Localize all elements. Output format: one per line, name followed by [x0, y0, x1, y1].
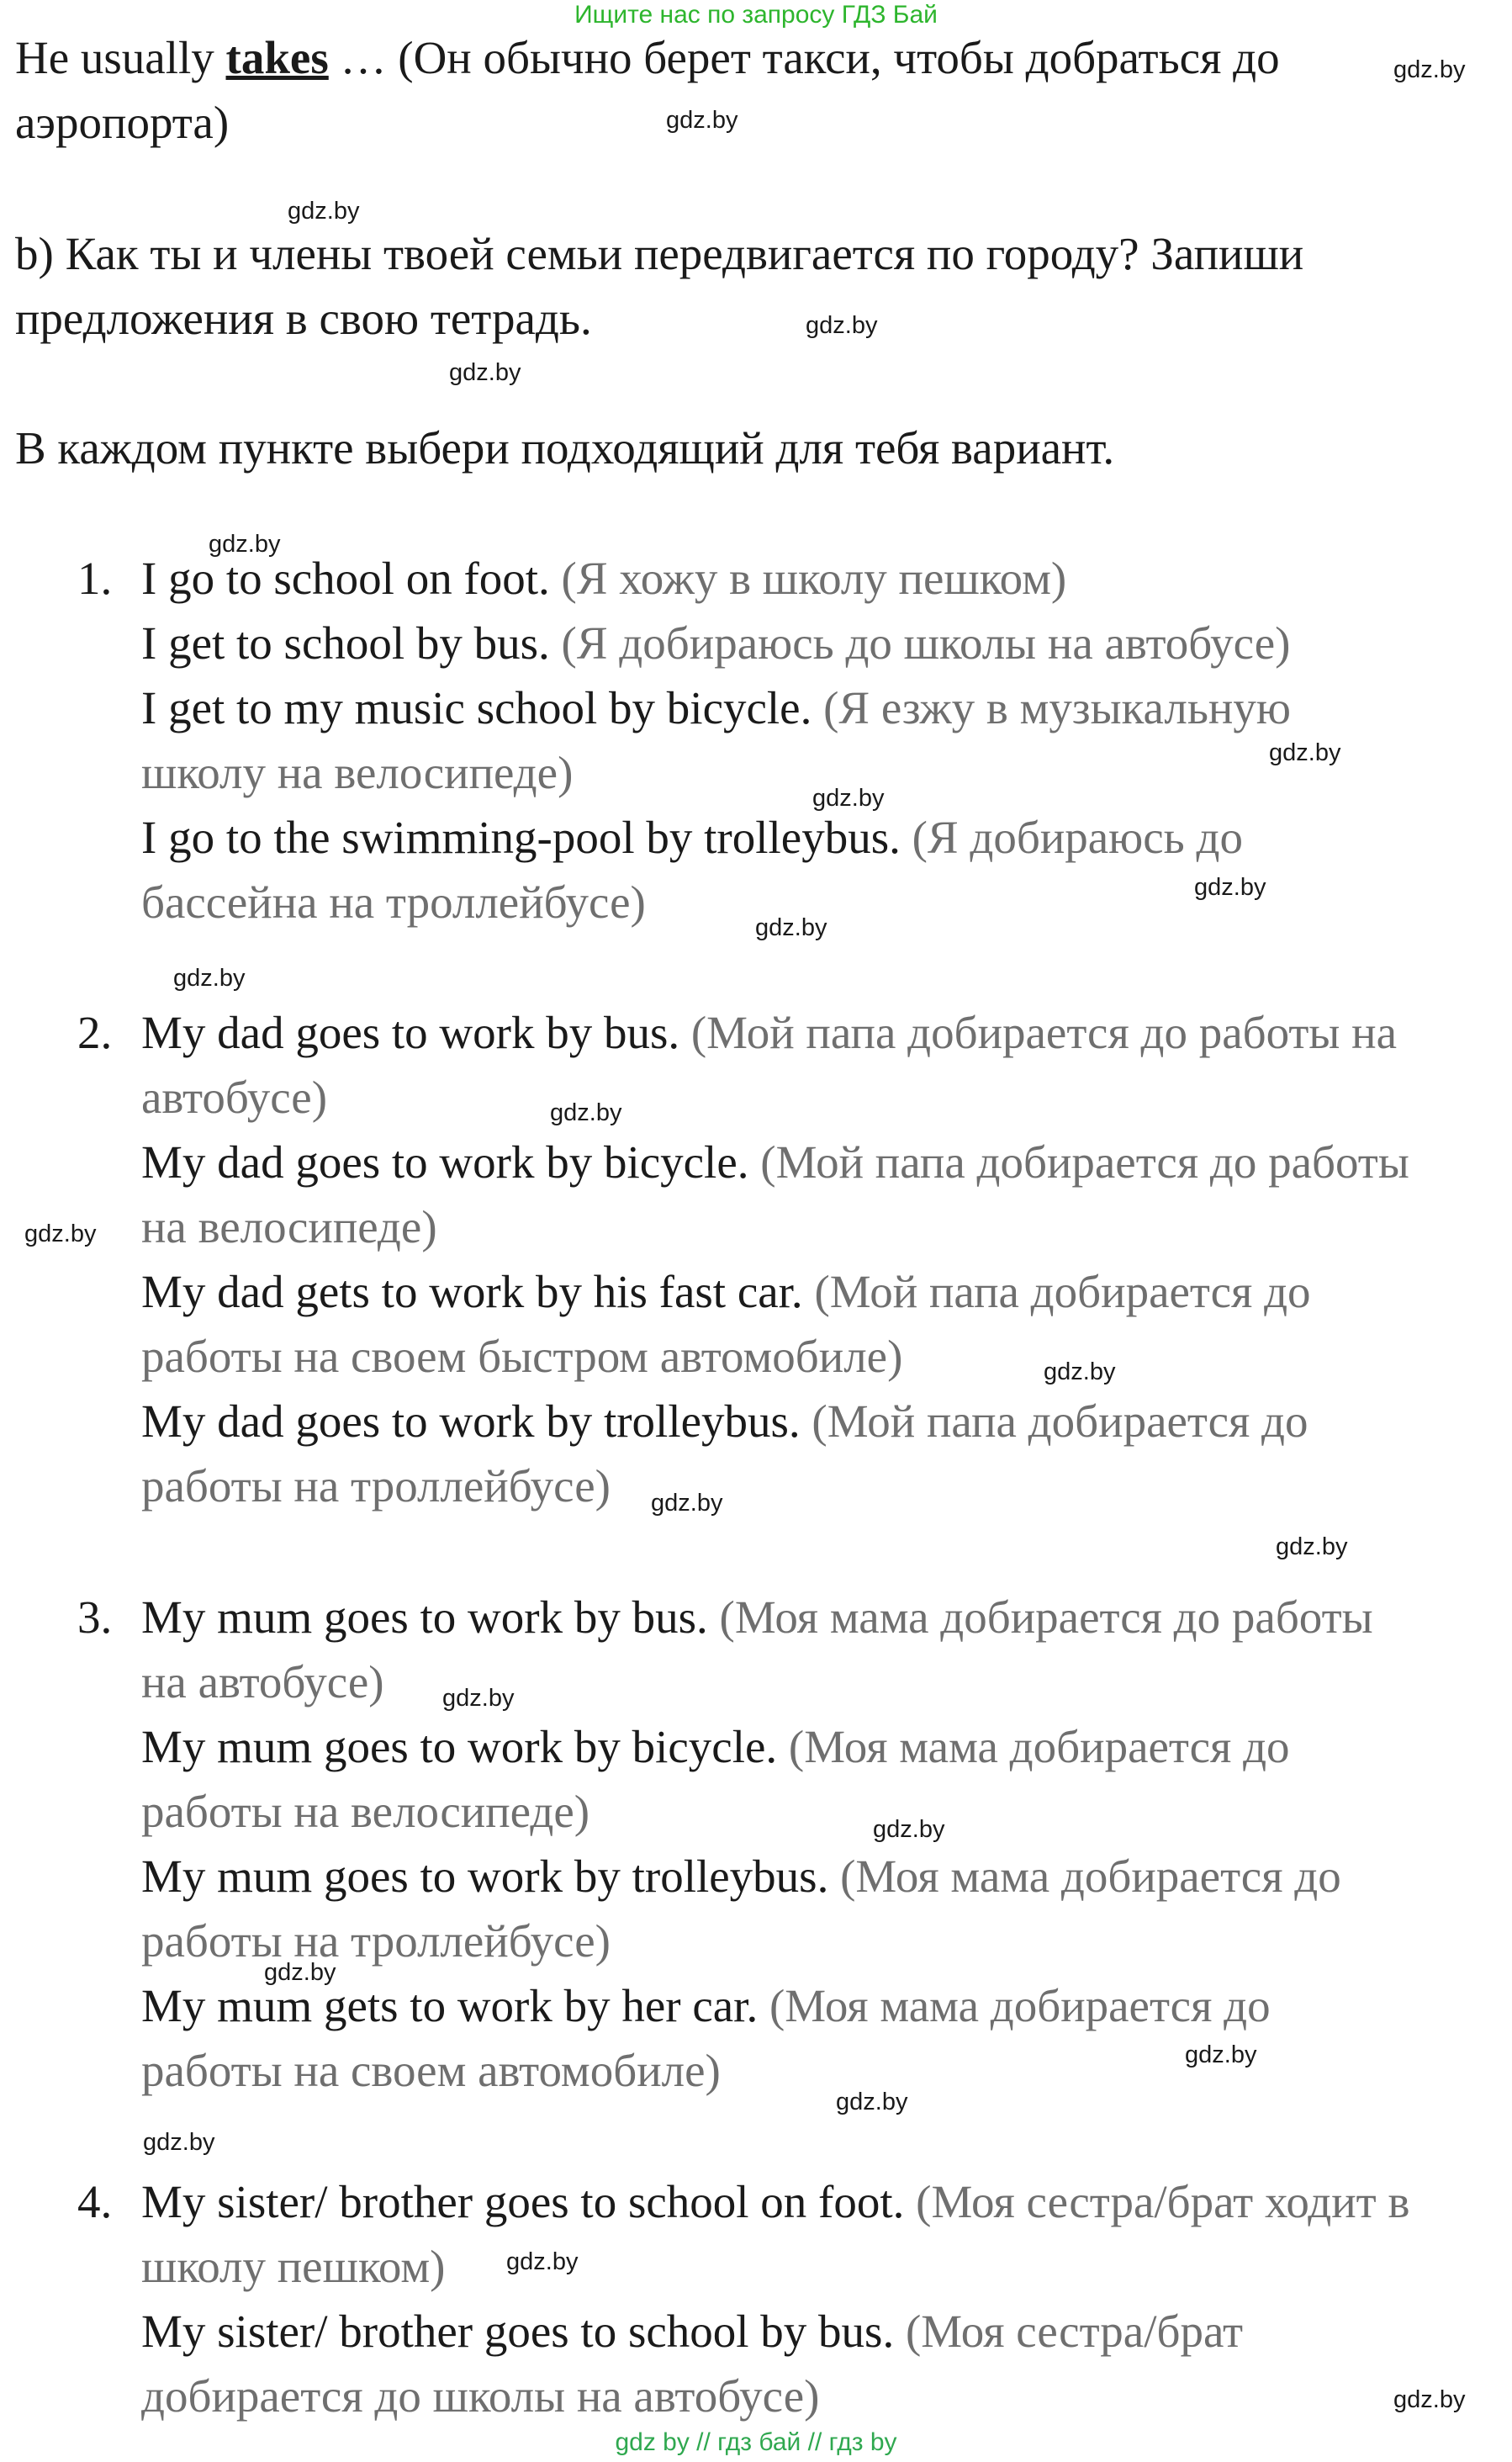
task-b-line-1: b) Как ты и члены твоей семьи передвигается по городу? Запиши — [15, 228, 1304, 279]
item-4-sentence-2 — [141, 2304, 1243, 2359]
sentence-en: I go to the swimming-pool by trolleybus. — [141, 812, 901, 863]
sentence-ru: (Я добираюсь до школы на автобусе) — [561, 617, 1291, 669]
sentence-ru-continued: автобусе) — [141, 1072, 328, 1123]
sentence-ru-continued: бассейна на троллейбусе) — [141, 876, 646, 928]
footer-banner: gdz by // гдз бай // гдз by — [615, 2428, 897, 2456]
item-1-sentence-4 — [141, 810, 1243, 866]
sentence-ru: (Моя сестра/брат ходит в — [916, 2176, 1410, 2227]
watermark: gdz.by — [288, 198, 360, 225]
intro-post: … (Он обычно берет такси, чтобы добраться до — [328, 32, 1280, 83]
sentence-ru-continued: школу на велосипеде) — [141, 747, 574, 798]
intro-pre: He usually — [15, 32, 226, 83]
watermark: gdz.by — [449, 359, 521, 386]
watermark: gdz.by — [666, 107, 738, 134]
sentence-ru: (Моя мама добирается до — [840, 1850, 1341, 1902]
intro-line-1 — [15, 30, 1280, 86]
item-2-sentence-4 — [141, 1394, 1308, 1449]
watermark: gdz.by — [1044, 1358, 1116, 1385]
sentence-ru: (Мой папа добирается до — [812, 1395, 1308, 1447]
sentence-ru-continued: школу пешком) — [141, 2241, 446, 2292]
item-2-sentence-2 — [141, 1135, 1409, 1190]
item-4-sentence-1 — [141, 2174, 1409, 2230]
watermark: gdz.by — [836, 2089, 908, 2115]
sentence-ru: (Моя сестра/брат — [905, 2306, 1243, 2357]
watermark: gdz.by — [651, 1490, 723, 1517]
watermark: gdz.by — [1185, 2041, 1257, 2068]
watermark: gdz.by — [1276, 1533, 1348, 1560]
item-1-sentence-2 — [141, 616, 1291, 671]
task-b-line-2: предложения в свою тетрадь. — [15, 293, 592, 344]
watermark: gdz.by — [442, 1685, 515, 1712]
watermark: gdz.by — [806, 312, 878, 339]
sentence-en: My mum goes to work by bus. — [141, 1591, 708, 1643]
intro-highlight: takes — [225, 32, 329, 83]
sentence-ru-continued: на велосипеде) — [141, 1201, 437, 1252]
sentence-en: My dad gets to work by his fast car. — [141, 1266, 803, 1317]
watermark: gdz.by — [755, 914, 827, 941]
watermark: gdz.by — [143, 2129, 215, 2156]
header-banner: Ищите нас по запросу ГДЗ Бай — [574, 1, 938, 29]
item-3-sentence-3 — [141, 1849, 1341, 1904]
watermark: gdz.by — [24, 1220, 97, 1247]
sentence-ru: (Я езжу в музыкальную — [823, 682, 1291, 733]
sentence-ru-continued: работы на троллейбусе) — [141, 1915, 611, 1967]
sentence-ru-continued: добирается до школы на автобусе) — [141, 2370, 820, 2422]
watermark: gdz.by — [506, 2248, 579, 2275]
sentence-ru: (Мой папа добирается до — [814, 1266, 1311, 1317]
sentence-en: My dad goes to work by trolleybus. — [141, 1395, 801, 1447]
item-3-sentence-1 — [141, 1590, 1373, 1645]
item-3-sentence-2 — [141, 1719, 1290, 1775]
item-1-sentence-3 — [141, 680, 1291, 736]
sentence-en: I go to school on foot. — [141, 553, 550, 604]
watermark: gdz.by — [1194, 874, 1266, 901]
item-number: 1. — [77, 553, 113, 604]
sentence-en: My dad goes to work by bicycle. — [141, 1136, 749, 1188]
sentence-ru: (Я хожу в школу пешком) — [561, 553, 1067, 604]
sentence-en: My mum gets to work by her car. — [141, 1980, 759, 2031]
watermark: gdz.by — [1393, 2386, 1466, 2413]
watermark: gdz.by — [1393, 56, 1466, 83]
item-1-sentence-1 — [141, 551, 1066, 606]
sentence-ru-continued: на автобусе) — [141, 1656, 384, 1708]
sentence-en: My sister/ brother goes to school on foot. — [141, 2176, 905, 2227]
sentence-ru: (Я добираюсь до — [912, 812, 1243, 863]
item-number: 4. — [77, 2176, 113, 2227]
item-2-sentence-3 — [141, 1264, 1311, 1320]
sentence-en: I get to school by bus. — [141, 617, 550, 669]
sentence-en: I get to my music school by bicycle. — [141, 682, 812, 733]
sentence-en: My sister/ brother goes to school by bus. — [141, 2306, 895, 2357]
sentence-ru: (Моя мама добирается до — [769, 1980, 1271, 2031]
sentence-ru: (Моя мама добирается до — [788, 1721, 1290, 1772]
instruction: В каждом пункте выбери подходящий для тебя вариант. — [15, 422, 1115, 474]
sentence-ru-continued: работы на своем автомобиле) — [141, 2045, 721, 2096]
watermark: gdz.by — [264, 1959, 336, 1986]
watermark: gdz.by — [209, 531, 281, 558]
item-number: 2. — [77, 1007, 113, 1058]
sentence-ru: (Мой папа добирается до работы — [760, 1136, 1409, 1188]
sentence-en: My dad goes to work by bus. — [141, 1007, 680, 1058]
watermark: gdz.by — [550, 1099, 622, 1126]
sentence-ru: (Моя мама добирается до работы — [719, 1591, 1373, 1643]
intro-line-2: аэропорта) — [15, 97, 230, 148]
watermark: gdz.by — [173, 965, 246, 992]
sentence-ru-continued: работы на велосипеде) — [141, 1786, 590, 1837]
watermark: gdz.by — [873, 1816, 945, 1843]
item-number: 3. — [77, 1591, 113, 1643]
sentence-en: My mum goes to work by trolleybus. — [141, 1850, 829, 1902]
sentence-ru-continued: работы на троллейбусе) — [141, 1460, 611, 1512]
sentence-en: My mum goes to work by bicycle. — [141, 1721, 778, 1772]
item-2-sentence-1 — [141, 1005, 1397, 1061]
watermark: gdz.by — [1269, 739, 1341, 766]
sentence-ru: (Мой папа добирается до работы на — [690, 1007, 1397, 1058]
watermark: gdz.by — [812, 785, 885, 812]
sentence-ru-continued: работы на своем быстром автомобиле) — [141, 1331, 903, 1382]
